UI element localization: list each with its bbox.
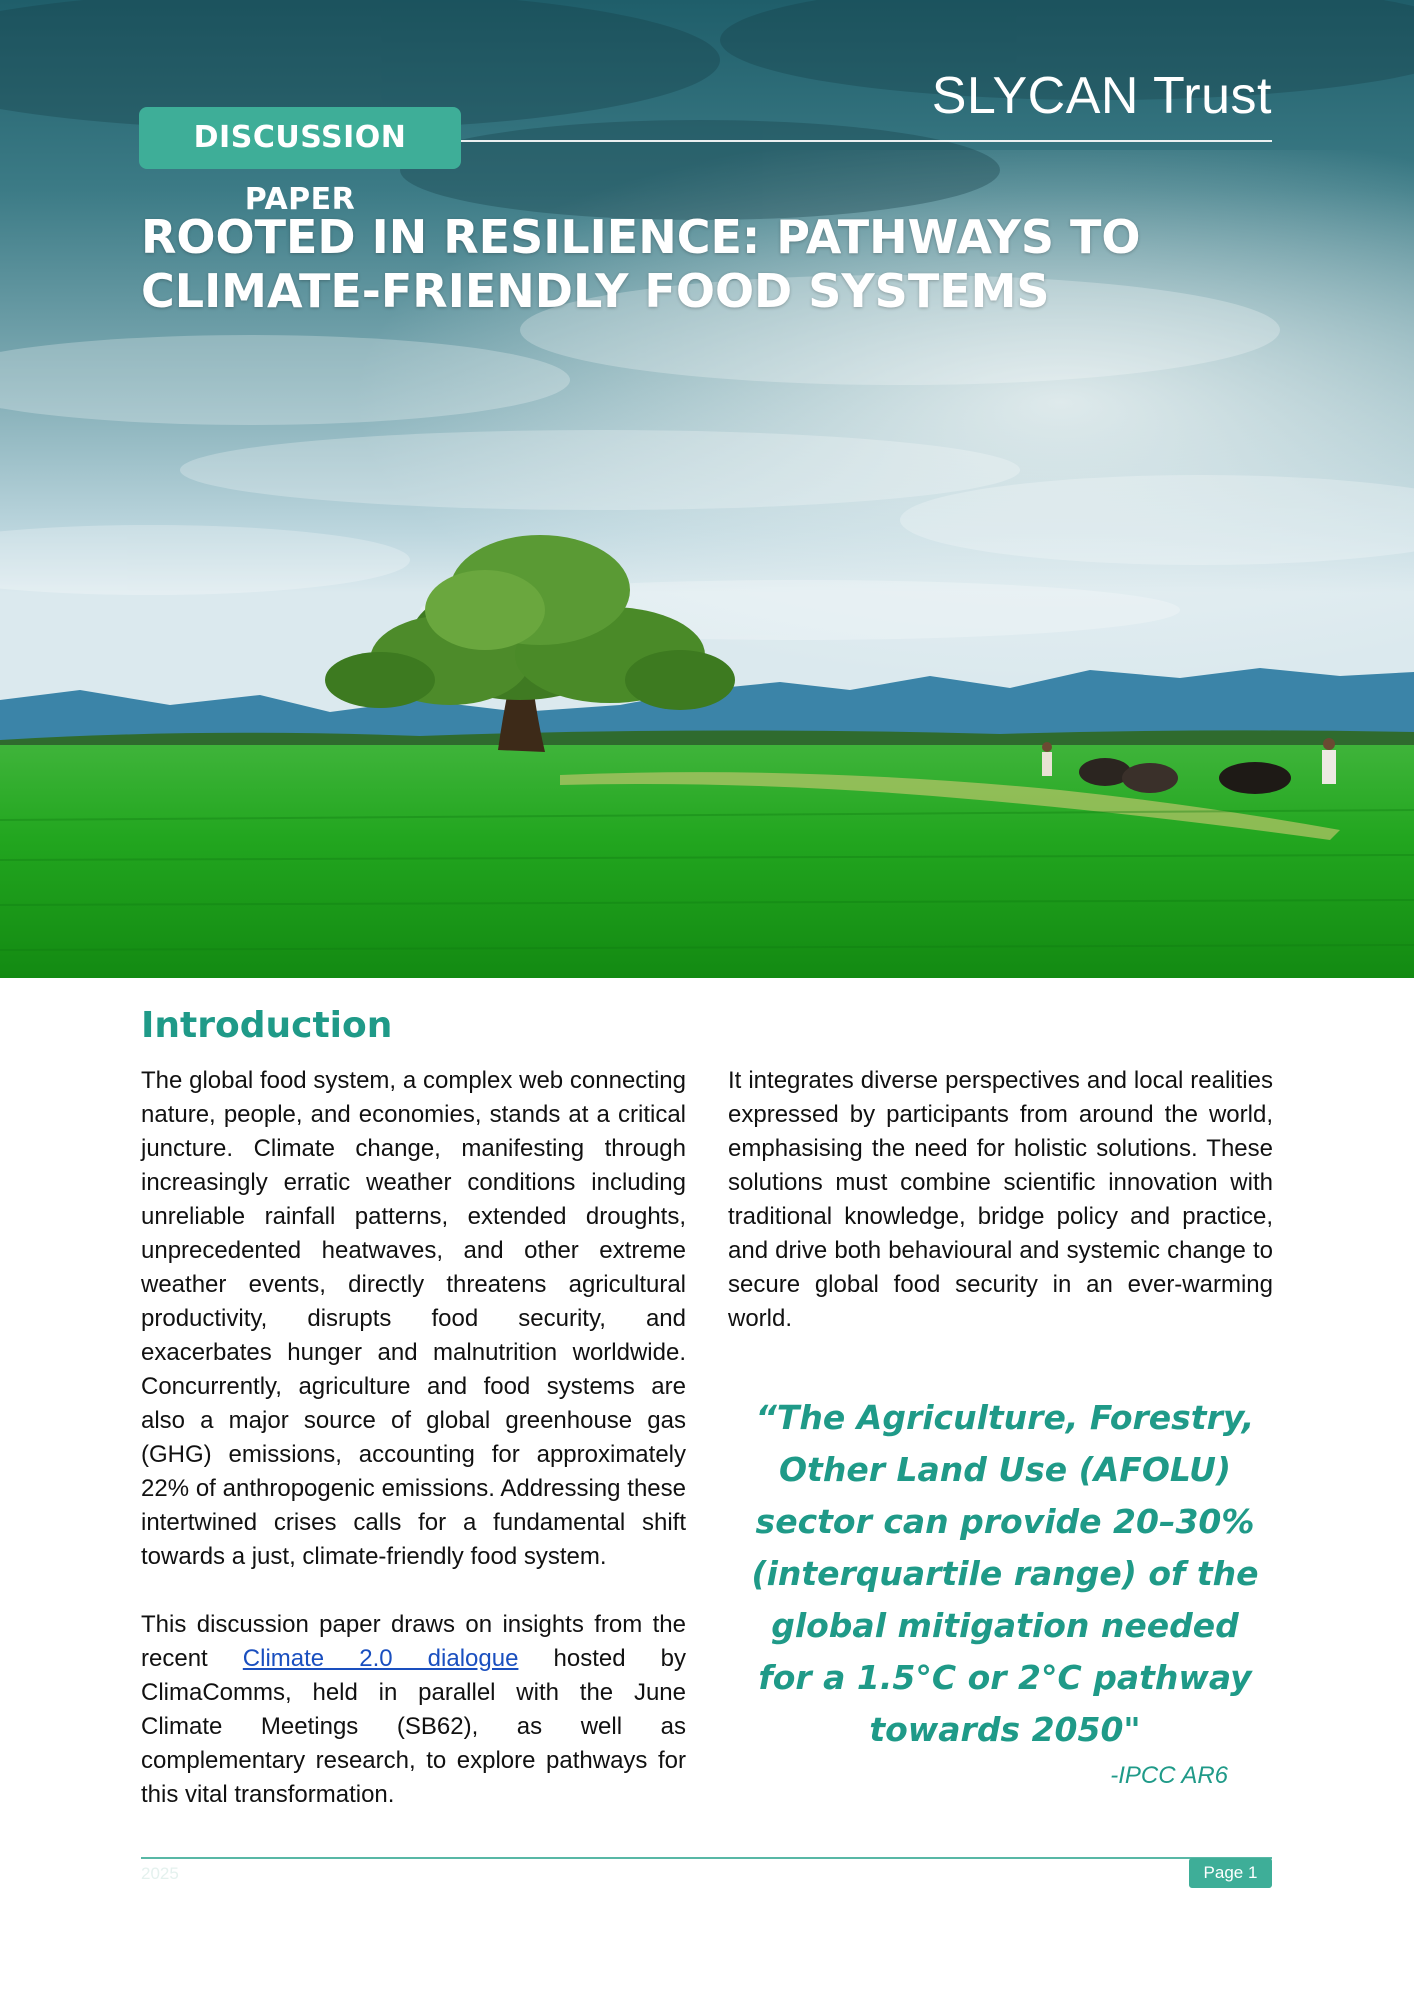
- intro-paragraph-3: It integrates diverse perspectives and local realities expressed by participants from around the world, emphasising the need for holistic solutions. These solutions must combine scientific innovation with traditional knowledge, bridge policy and practice, and drive both behavioural and systemic change to secure global food security in an ever-warming world.: [728, 1067, 1273, 1332]
- quote-attribution: -IPCC AR6: [1110, 1762, 1228, 1789]
- intro-paragraph-2: [141, 1608, 686, 1812]
- hero-banner: [0, 0, 1414, 978]
- page-number: Page 1: [1189, 1858, 1272, 1888]
- left-column: [141, 1064, 686, 1846]
- brand-name: SLYCAN Trust: [931, 67, 1272, 125]
- intro-paragraph-2-lead: This discussion paper draws on insights from the recent: [141, 1611, 686, 1672]
- page-title: ROOTED IN RESILIENCE: PATHWAYS TO CLIMATE-FRIENDLY FOOD SYSTEMS: [141, 210, 1141, 318]
- footer-year: 2025: [141, 1864, 179, 1883]
- section-heading-introduction: Introduction: [141, 1005, 393, 1046]
- footer-divider: [141, 1857, 1272, 1859]
- climate-dialogue-link[interactable]: Climate 2.0 dialogue: [242, 1645, 519, 1672]
- intro-paragraph-1: The global food system, a complex web connecting nature, people, and economies, stands at a critical juncture. Climate change, manifesting through increasingly erratic weather conditions including unreliable rainfall patterns, extended droughts, unprecedented heatwaves, and other extreme weather events, directly threatens agricultural productivity, disrupts food security, and exacerbates hunger and malnutrition worldwide. Concurrently, agriculture and food systems are also a major source of global greenhouse gas (GHG) emissions, accounting for approximately 22% of anthropogenic emissions. Addressing these intertwined crises calls for a fundamental shift towards a just, climate-friendly food system.: [141, 1067, 686, 1570]
- right-column: [728, 1064, 1273, 1370]
- intro-paragraph-2-tail: hosted by ClimaComms, held in parallel with the June Climate Meetings (SB62), as well as complementary research, to explore pathways for this vital transformation.: [141, 1645, 687, 1808]
- document-type-badge: DISCUSSION PAPER: [139, 107, 461, 169]
- pull-quote: “The Agriculture, Forestry, Other Land Use (AFOLU) sector can provide 20–30% (interquartile range) of the global mitigation needed for a 1.5°C or 2°C pathway towards 2050": [751, 1398, 1259, 1749]
- header-divider: [460, 140, 1272, 142]
